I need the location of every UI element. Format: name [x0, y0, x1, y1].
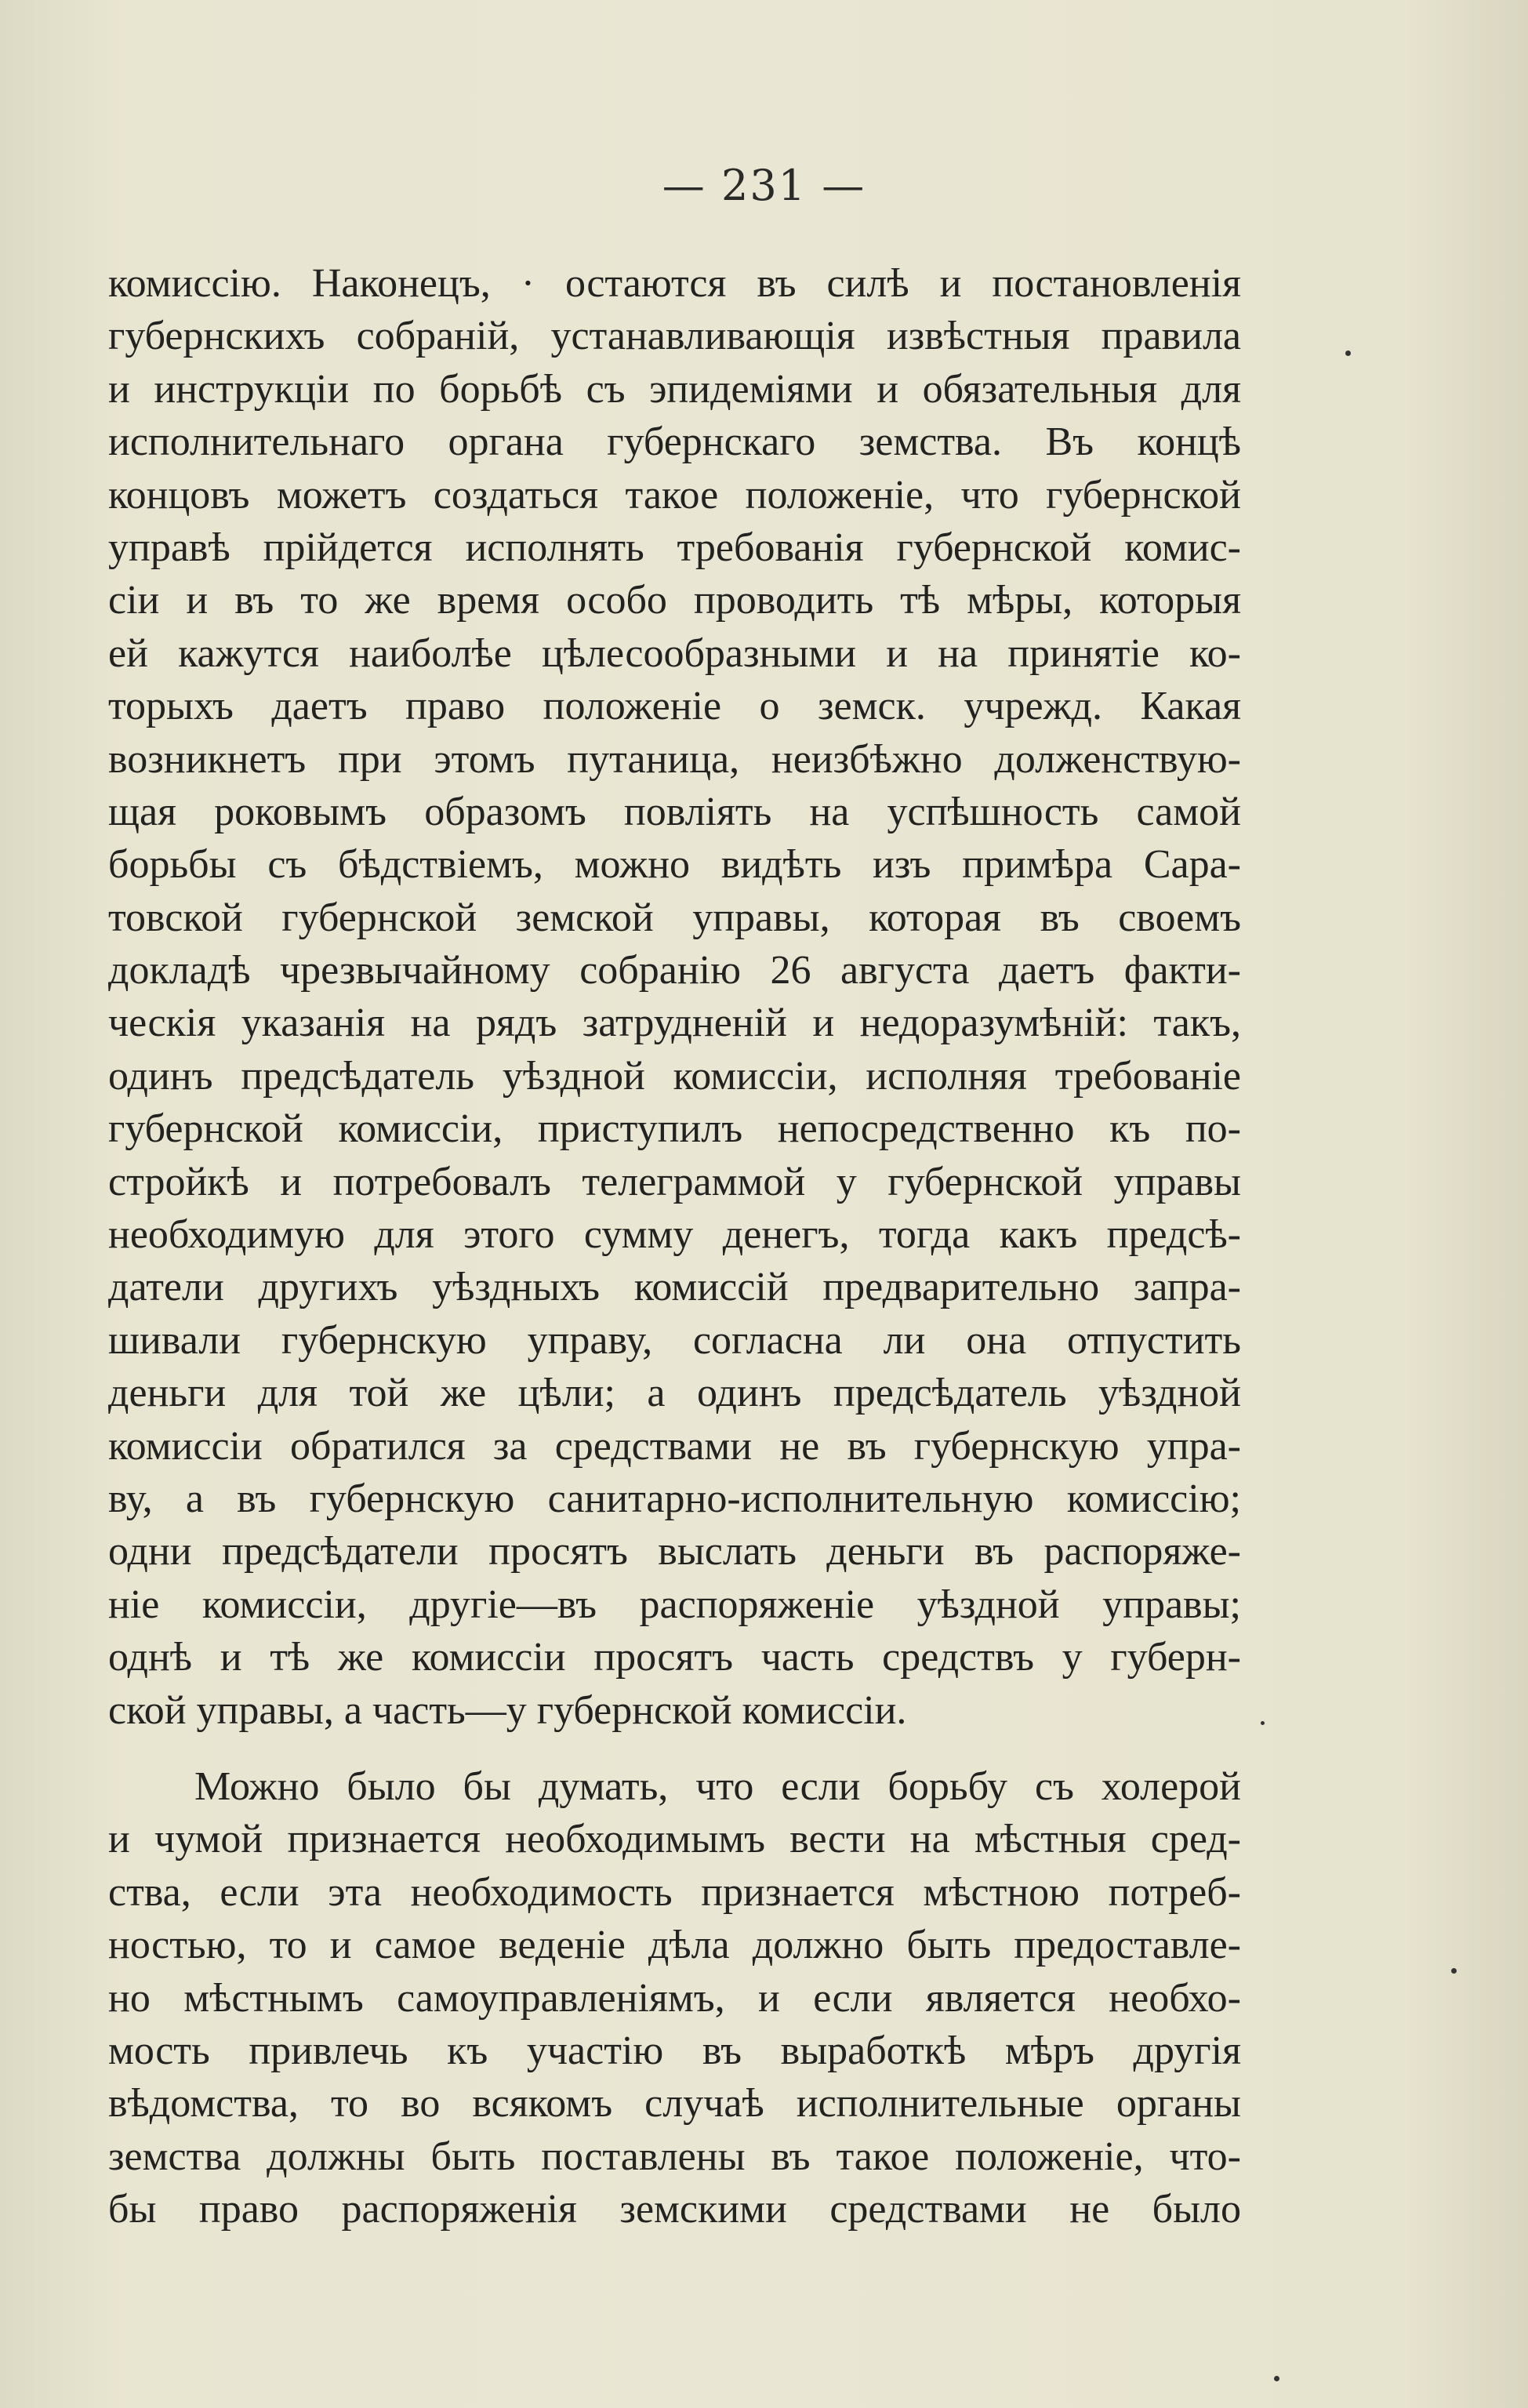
text-line: ческія указанія на рядъ затрудненій и недоразумѣній: такъ,: [108, 1001, 1241, 1046]
text-line: стройкѣ и потребовалъ телеграммой у губернской управы: [108, 1159, 1241, 1204]
text-line: ніе комиссіи, другіе—въ распоряженіе уѣздной управы;: [108, 1582, 1241, 1627]
paragraph-gap: [108, 1737, 1241, 1760]
text-line: торыхъ даетъ право положеніе о земск. учрежд. Какая: [108, 684, 1241, 729]
text-line: сіи и въ то же время особо проводить тѣ мѣры, которыя: [108, 578, 1241, 623]
ink-speck: [1274, 2376, 1279, 2381]
ink-speck: [1451, 1968, 1457, 1974]
text-line: ской управы, а часть—у губернской комиссіи.: [108, 1687, 907, 1733]
text-line: исполнительнаго органа губернскаго земства. Въ концѣ: [108, 419, 1241, 465]
text-line: деньги для той же цѣли; а одинъ предсѣдатель уѣздной: [108, 1371, 1241, 1416]
text-line: одинъ предсѣдатель уѣздной комиссіи, исполняя требованіе: [108, 1053, 1241, 1099]
text-line: бы право распоряженія земскими средствами не было: [108, 2187, 1241, 2232]
text-line: и инструкціи по борьбѣ съ эпидеміями и обязательныя для: [108, 366, 1241, 412]
text-line: но мѣстнымъ самоуправленіямъ, и если является необхо-: [108, 1975, 1241, 2021]
text-line: однѣ и тѣ же комиссіи просятъ часть средствъ у губерн-: [108, 1635, 1241, 1680]
page-number: — 231 —: [662, 161, 866, 210]
text-line: необходимую для этого сумму денегъ, тогда какъ предсѣ-: [108, 1212, 1241, 1258]
paragraph-2: [108, 1760, 1241, 2236]
text-line: возникнетъ при этомъ путаница, неизбѣжно долженствую-: [108, 736, 1241, 782]
text-line: Можно было бы думать, что если борьбу съ холерой: [194, 1763, 1241, 1809]
text-line: земства должны быть поставлены въ такое положеніе, что-: [108, 2134, 1241, 2179]
text-line: докладѣ чрезвычайному собранію 26 августа даетъ факти-: [108, 948, 1241, 993]
text-line: губернскихъ собраній, устанавливающія извѣстныя правила: [108, 314, 1241, 359]
text-line: комиссію. Наконецъ, · остаются въ силѣ и постановленія: [108, 261, 1241, 306]
text-line: и чумой признается необходимымъ вести на мѣстныя сред-: [108, 1817, 1241, 1862]
text-line: управѣ прійдется исполнять требованія губернской комис-: [108, 525, 1241, 570]
ink-speck: [1345, 350, 1351, 356]
text-line: вѣдомства, то во всякомъ случаѣ исполнительные органы: [108, 2081, 1241, 2127]
text-line: ей кажутся наиболѣе цѣлесообразными и на принятіе ко-: [108, 630, 1241, 676]
text-line: концовъ можетъ создаться такое положеніе, что губернской: [108, 472, 1241, 518]
text-line: комиссіи обратился за средствами не въ губернскую упра-: [108, 1423, 1241, 1469]
text-line: ства, если эта необходимость признается мѣстною потреб-: [108, 1869, 1241, 1915]
ink-speck: [1261, 1721, 1265, 1725]
text-line: ву, а въ губернскую санитарно-исполнительную комиссію;: [108, 1476, 1241, 1521]
text-line: одни предсѣдатели просятъ выслать деньги въ распоряже-: [108, 1529, 1241, 1574]
text-line: борьбы съ бѣдствіемъ, можно видѣть изъ примѣра Сара-: [108, 842, 1241, 888]
body-text: [108, 257, 1241, 2235]
text-line: товской губернской земской управы, которая въ своемъ: [108, 895, 1241, 940]
paragraph-1: [108, 257, 1241, 1737]
text-line: ностью, то и самое веденіе дѣла должно быть предоставле-: [108, 1923, 1241, 1968]
text-line: датели другихъ уѣздныхъ комиссій предварительно запра-: [108, 1265, 1241, 1310]
text-line: шивали губернскую управу, согласна ли она отпустить: [108, 1317, 1241, 1363]
text-line: мость привлечь къ участію въ выработкѣ мѣръ другія: [108, 2028, 1241, 2073]
text-line: губернской комиссіи, приступилъ непосредственно къ по-: [108, 1106, 1241, 1152]
text-line: щая роковымъ образомъ повліять на успѣшность самой: [108, 789, 1241, 834]
